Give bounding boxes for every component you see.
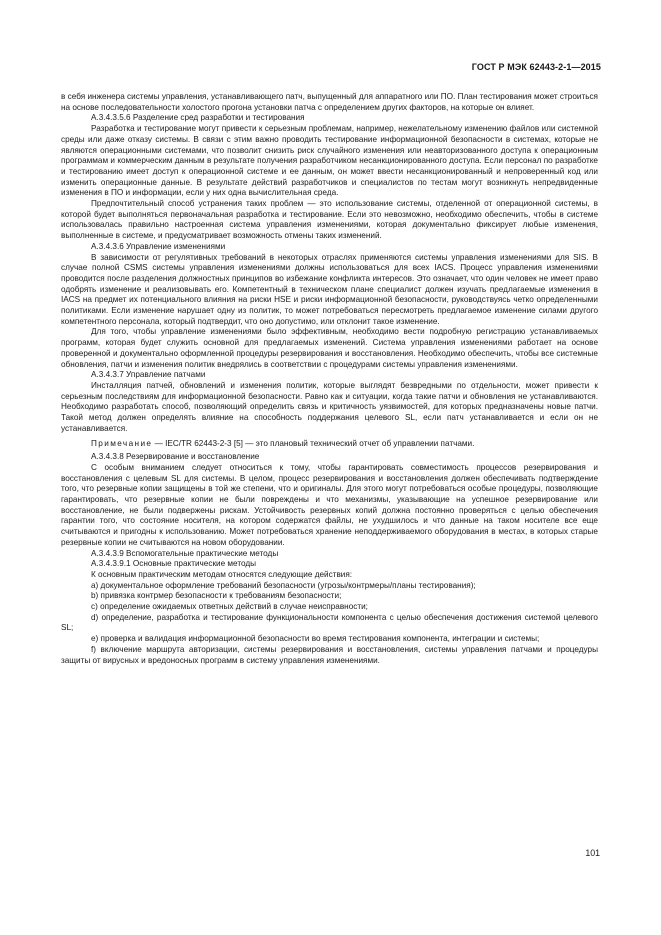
paragraph: А.3.4.3.9 Вспомогательные практические методы bbox=[91, 548, 279, 558]
paragraph: c) определение ожидаемых ответных действий в случае неисправности; bbox=[91, 602, 368, 612]
paragraph: Для того, чтобы управление изменениями было эффективным, необходимо вести подробную регистрацию устанавливаемых программ, которая будет служить основной для предлагаемых изменений. Система управления изменениями работает на основе проверенной и документально оформленной процедуры резервирования и восстановления. Необходимо обеспечить, чтобы все системные обновления, патчи и изменения политик внедрялись в соответствии с процедурами системы управления изменениями. bbox=[61, 327, 598, 369]
paragraph: В зависимости от регулятивных требований в некоторых отраслях применяются системы управления изменениями для SIS. В случае полной CSMS системы управления изменениями должны использоваться для всех IACS. Процесс управления изменениями проводится после разделения должностных принципов во избежание конфликта интересов. Это означает, что один человек не имеет право одобрять изменение и реализовывать его. Компетентный в техническом плане специалист должен изучать предлагаемые изменения в IACS на предмет их потенциального влияния на риски HSE и риски информационной безопасности, руководствуясь четко определенными политиками. Если изменение нарушает одну из политик, то может потребоваться пересмотреть предлагаемое изменение силами другого компетентного персонала, который подтвердит, что оно допустимо, или отклонит такое изменение. bbox=[61, 252, 598, 326]
paragraph: f) включение маршрута авторизации, системы резервирования и восстановления, системы управления патчами и процедуры защиты от вирусных и вредоносных программ в систему управления изменениями. bbox=[61, 644, 598, 665]
paragraph: d) определение, разработка и тестирование функциональности компонента с целью обеспечения достижения системой целевого SL; bbox=[61, 612, 598, 633]
note-text: — IEC/TR 62443-2-3 [5] — это плановый технический отчет об управлении патчами. bbox=[152, 438, 475, 448]
page-number: 101 bbox=[585, 848, 600, 858]
note-label: Примечание bbox=[91, 438, 153, 448]
paragraph: А.3.4.3.5.6 Разделение сред разработки и тестирования bbox=[91, 113, 305, 123]
paragraph: С особым вниманием следует относиться к тому, чтобы гарантировать совместимость процессов резервирования и восстановления с целевым SL для системы. В целом, процесс резервирования и восстановления должен обеспечивать подтверждение того, что резервные копии защищены в той же степени, что и оригиналы. Для этого могут потребоваться особые процедуры, позволяющие гарантировать, что резервные копии не были повреждены и что механизмы, указывающие на успешное резервирование или восстановление, не были подвержены рискам. Устойчивость резервных копий должна постоянно проверяться с целью обеспечения гарантии того, что состояние носителя, на котором содержатся файлы, не ухудшилось и что данные на таком носителе все еще считываются и пригодны к использованию. Может потребоваться хранение неподдерживаемого оборудования в местах, в которых старые резервные копии не считываются на новом оборудовании. bbox=[61, 462, 598, 547]
paragraph: Инсталляция патчей, обновлений и изменения политик, которые выглядят безвредными по отдельности, может привести к серьезным последствиям для информационной безопасности. Равно как и ситуации, когда такие патчи и обновления не устанавливаются. Необходимо разработать способ, позволяющий определить связь и критичность уязвимостей, для которых предназначены новые патчи. Такой метод должен определять влияние на способность поддержания целевого SL, если патч устанавливается и если он не устанавливается. bbox=[61, 380, 598, 433]
paragraph: К основным практическим методам относятся следующие действия: bbox=[91, 569, 353, 579]
paragraph: Предпочтительный способ устранения таких проблем — это использование системы, отделенной от операционной системы, в которой будет выполняться первоначальная разработка и тестирование. Если это невозможно, необходимо обеспечить, чтобы в системе использовалась правильно настроенная система управления изменениями, которая документально фиксирует любые изменения, выполненные в системе, и предусматривает возможность отмены таких изменений. bbox=[61, 199, 598, 241]
paragraph: А.3.4.3.6 Управление изменениями bbox=[91, 241, 226, 251]
paragraph-group-backup bbox=[61, 452, 598, 666]
paragraph: А.3.4.3.8 Резервирование и восстановление bbox=[91, 452, 260, 462]
paragraph: Разработка и тестирование могут привести к серьезным проблемам, например, нежелательному изменению файлов или системной среды или даже отказу системы. В связи с этим важно проводить тестирование информационной безопасности в системах, которые не являются операционными системами, что позволит снизить риск случайного изменения или неавторизованного доступа к операционным программам и коммерческим данным в результате получения разработчиком несанкционированного доступа. Если персонал по разработке и тестированию имеет доступ к операционной системе и ее данным, он может ввести несанкционированный и непроверенный код или изменить операционные данные. В результате действий разработчиков и специалистов по тестам могут возникнуть непредвиденные изменения в ПО и информации, если у них одна вычислительная среда. bbox=[61, 124, 598, 198]
page-header: ГОСТ Р МЭК 62443-2-1—2015 bbox=[471, 62, 601, 72]
paragraph: А.3.4.3.9.1 Основные практические методы bbox=[91, 559, 257, 569]
paragraph-group-main bbox=[61, 92, 598, 435]
paragraph: b) привязка контрмер безопасности к требованиям безопасности; bbox=[91, 591, 342, 601]
paragraph: e) проверка и валидация информационной безопасности во время тестирования компонента, интеграции и системы; bbox=[91, 634, 540, 644]
paragraph: А.3.4.3.7 Управление патчами bbox=[91, 370, 206, 380]
paragraph: a) документальное оформление требований безопасности (угрозы/контрмеры/планы тестирования); bbox=[91, 580, 476, 590]
document-body bbox=[61, 92, 598, 666]
paragraph: в себя инженера системы управления, устанавливающего патч, выпущенный для аппаратного или ПО. План тестирования может строиться на основе последовательности холостого прогона установки патча с определением других факторов, на которые он влияет. bbox=[61, 92, 598, 112]
note-paragraph bbox=[61, 439, 598, 450]
